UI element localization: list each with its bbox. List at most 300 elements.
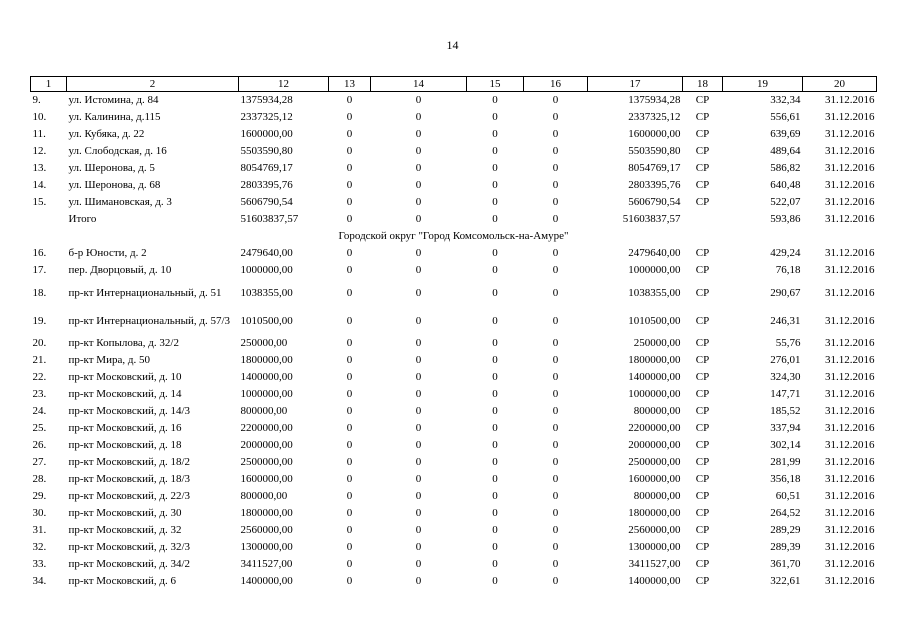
cell-col-14: 0: [415, 439, 422, 451]
cell-col-16: 0: [552, 558, 559, 570]
cell-col-17: 2337325,12: [628, 111, 681, 123]
data-table: [30, 76, 877, 590]
table-row: [31, 539, 877, 556]
cell-col-20: 31.12.2016: [825, 473, 875, 485]
cell-col-12: 8054769,17: [240, 162, 293, 174]
row-number: 24.: [32, 405, 47, 417]
table-row: [31, 505, 877, 522]
cell-col-18: СР: [695, 264, 710, 276]
cell-col-14: 0: [415, 145, 422, 157]
cell-col-16: 0: [552, 145, 559, 157]
cell-col-15: 0: [492, 541, 498, 553]
header-row: [31, 77, 877, 92]
cell-col-17: 1375934,28: [628, 94, 681, 106]
cell-col-16: 0: [552, 247, 559, 259]
page-number: 14: [446, 38, 459, 52]
row-number: 22.: [32, 371, 47, 383]
cell-col-13: 0: [346, 575, 353, 587]
cell-col-13: 0: [346, 456, 353, 468]
cell-col-15: 0: [492, 456, 498, 468]
row-number: 27.: [32, 456, 47, 468]
cell-col-19: 324,30: [770, 371, 801, 383]
cell-col-18: СР: [695, 247, 710, 259]
section-row: [31, 228, 877, 245]
row-number: 23.: [32, 388, 47, 400]
row-number: 21.: [32, 354, 47, 366]
cell-col-13: 0: [346, 422, 353, 434]
cell-col-16: 0: [552, 473, 559, 485]
cell-col-19: 276,01: [770, 354, 801, 366]
cell-col-20: 31.12.2016: [825, 94, 875, 106]
cell-col-18: СР: [695, 128, 710, 140]
cell-col-12: 1300000,00: [240, 541, 293, 553]
cell-col-12: 5606790,54: [240, 196, 293, 208]
cell-col-13: 0: [346, 162, 353, 174]
cell-col-17: 2803395,76: [628, 179, 681, 191]
address-cell: пр-кт Московский, д. 18/3: [68, 473, 191, 485]
cell-col-15: 0: [492, 422, 498, 434]
cell-col-13: 0: [346, 558, 353, 570]
cell-col-13: 0: [346, 286, 353, 299]
cell-col-14: 0: [415, 213, 422, 225]
table-body: [31, 92, 877, 591]
cell-col-12: 1000000,00: [240, 264, 293, 276]
cell-col-17: 8054769,17: [628, 162, 681, 174]
cell-col-13: 0: [346, 94, 353, 106]
table-row: [31, 556, 877, 573]
cell-col-12: 1800000,00: [240, 507, 293, 519]
cell-col-13: 0: [346, 145, 353, 157]
address-cell: пр-кт Московский, д. 10: [68, 371, 182, 383]
cell-col-17: 2560000,00: [628, 524, 681, 536]
cell-col-18: СР: [695, 456, 710, 468]
row-number: 33.: [32, 558, 47, 570]
cell-col-16: 0: [552, 388, 559, 400]
cell-col-16: 0: [552, 94, 559, 106]
cell-col-12: 1375934,28: [240, 94, 293, 106]
cell-col-15: 0: [492, 162, 498, 174]
cell-col-13: 0: [346, 179, 353, 191]
cell-col-19: 289,29: [770, 524, 801, 536]
cell-col-19: 264,52: [770, 507, 801, 519]
cell-col-15: 0: [492, 337, 498, 349]
address-cell: ул. Шеронова, д. 5: [68, 162, 155, 174]
row-number: 17.: [32, 264, 47, 276]
cell-col-19: 640,48: [770, 179, 801, 191]
cell-col-16: 0: [552, 337, 559, 349]
cell-col-20: 31.12.2016: [825, 422, 875, 434]
table-row: [31, 386, 877, 403]
cell-col-18: СР: [695, 575, 710, 587]
address-cell: пр-кт Московский, д. 6: [68, 575, 176, 587]
cell-col-18: СР: [695, 422, 710, 434]
cell-col-12: 2500000,00: [240, 456, 293, 468]
cell-col-15: 0: [492, 179, 498, 191]
cell-col-20: 31.12.2016: [825, 405, 875, 417]
cell-col-15: 0: [492, 213, 498, 225]
table-row: [31, 454, 877, 471]
cell-col-15: 0: [492, 145, 498, 157]
column-header: 18: [683, 77, 723, 92]
cell-col-20: 31.12.2016: [825, 558, 875, 570]
address-cell: ул. Кубяка, д. 22: [68, 128, 145, 140]
table-row: [31, 420, 877, 437]
cell-col-15: 0: [492, 507, 498, 519]
cell-col-20: 31.12.2016: [825, 388, 875, 400]
cell-col-13: 0: [346, 247, 353, 259]
row-number: 19.: [32, 314, 47, 327]
cell-col-15: 0: [492, 439, 498, 451]
address-cell: ул. Шимановская, д. 3: [68, 196, 172, 208]
cell-col-17: 1300000,00: [628, 541, 681, 553]
cell-col-19: 361,70: [770, 558, 801, 570]
cell-col-19: 429,24: [770, 247, 801, 259]
table-row: [31, 177, 877, 194]
cell-col-19: 185,52: [770, 405, 801, 417]
row-number: 31.: [32, 524, 47, 536]
cell-col-16: 0: [552, 314, 559, 327]
address-cell: ул. Калинина, д.115: [68, 111, 161, 123]
cell-col-12: 800000,00: [240, 490, 288, 502]
row-number: 34.: [32, 575, 47, 587]
cell-col-12: 2560000,00: [240, 524, 293, 536]
address-cell: Итого: [68, 213, 97, 225]
row-number: 20.: [32, 337, 47, 349]
row-number: 10.: [32, 111, 47, 123]
cell-col-12: 3411527,00: [240, 558, 293, 570]
row-number: 15.: [32, 196, 47, 208]
cell-col-12: 2479640,00: [240, 247, 293, 259]
cell-col-18: СР: [695, 196, 710, 208]
cell-col-18: СР: [695, 314, 710, 327]
address-cell: пр-кт Московский, д. 18/2: [68, 456, 191, 468]
cell-col-14: 0: [415, 162, 422, 174]
column-header: 14: [371, 77, 467, 92]
cell-col-17: 1800000,00: [628, 354, 681, 366]
cell-col-15: 0: [492, 111, 498, 123]
cell-col-16: 0: [552, 162, 559, 174]
cell-col-19: 639,69: [770, 128, 801, 140]
cell-col-15: 0: [492, 247, 498, 259]
cell-col-13: 0: [346, 439, 353, 451]
cell-col-14: 0: [415, 196, 422, 208]
cell-col-13: 0: [346, 371, 353, 383]
cell-col-16: 0: [552, 196, 559, 208]
cell-col-19: 337,94: [770, 422, 801, 434]
address-cell: пр-кт Московский, д. 14: [68, 388, 182, 400]
row-number: 29.: [32, 490, 47, 502]
cell-col-16: 0: [552, 128, 559, 140]
cell-col-17: 5606790,54: [628, 196, 681, 208]
cell-col-16: 0: [552, 286, 559, 299]
table-row: [31, 352, 877, 369]
cell-col-12: 1600000,00: [240, 128, 293, 140]
cell-col-15: 0: [492, 371, 498, 383]
cell-col-20: 31.12.2016: [825, 490, 875, 502]
address-cell: пр-кт Интернациональный, д. 51: [68, 286, 222, 299]
cell-col-18: СР: [695, 286, 710, 299]
table-row: [31, 403, 877, 420]
cell-col-14: 0: [415, 286, 422, 299]
cell-col-14: 0: [415, 558, 422, 570]
row-number: 11.: [32, 128, 46, 140]
cell-col-12: 2337325,12: [240, 111, 293, 123]
cell-col-15: 0: [492, 405, 498, 417]
cell-col-13: 0: [346, 507, 353, 519]
cell-col-15: 0: [492, 575, 498, 587]
table-row: [31, 488, 877, 505]
cell-col-18: СР: [695, 111, 710, 123]
cell-col-16: 0: [552, 354, 559, 366]
cell-col-13: 0: [346, 405, 353, 417]
table-row: [31, 335, 877, 352]
address-cell: б-р Юности, д. 2: [68, 247, 147, 259]
address-cell: пр-кт Московский, д. 34/2: [68, 558, 191, 570]
column-header: 20: [803, 77, 877, 92]
column-header: 15: [467, 77, 524, 92]
column-header: 1: [31, 77, 67, 92]
cell-col-16: 0: [552, 179, 559, 191]
cell-col-20: 31.12.2016: [825, 371, 875, 383]
cell-col-15: 0: [492, 314, 498, 327]
cell-col-13: 0: [346, 264, 353, 276]
cell-col-17: 5503590,80: [628, 145, 681, 157]
cell-col-20: 31.12.2016: [825, 354, 875, 366]
cell-col-12: 1000000,00: [240, 388, 293, 400]
cell-col-15: 0: [492, 196, 498, 208]
cell-col-13: 0: [346, 213, 353, 225]
table-row: [31, 437, 877, 454]
cell-col-17: 1400000,00: [628, 371, 681, 383]
cell-col-14: 0: [415, 111, 422, 123]
address-cell: пр-кт Московский, д. 32/3: [68, 541, 191, 553]
cell-col-12: 1800000,00: [240, 354, 293, 366]
cell-col-18: СР: [695, 388, 710, 400]
row-number: 14.: [32, 179, 47, 191]
column-header: 19: [723, 77, 803, 92]
cell-col-17: 1000000,00: [628, 388, 681, 400]
cell-col-15: 0: [492, 264, 498, 276]
cell-col-14: 0: [415, 264, 422, 276]
cell-col-16: 0: [552, 490, 559, 502]
cell-col-19: 60,51: [775, 490, 801, 502]
cell-col-17: 1000000,00: [628, 264, 681, 276]
address-cell: пр-кт Московский, д. 14/3: [68, 405, 191, 417]
cell-col-17: 1800000,00: [628, 507, 681, 519]
table-row: [31, 143, 877, 160]
row-number: 30.: [32, 507, 47, 519]
cell-col-18: СР: [695, 405, 710, 417]
column-header: 2: [67, 77, 239, 92]
table-row: [31, 471, 877, 488]
cell-col-15: 0: [492, 558, 498, 570]
cell-col-18: СР: [695, 473, 710, 485]
section-title: Городской округ "Город Комсомольск-на-Амуре": [338, 230, 569, 242]
cell-col-13: 0: [346, 524, 353, 536]
table-row: [31, 307, 877, 335]
cell-col-18: СР: [695, 371, 710, 383]
cell-col-18: СР: [695, 145, 710, 157]
row-number: 16.: [32, 247, 47, 259]
cell-col-13: 0: [346, 388, 353, 400]
cell-col-19: 593,86: [770, 213, 801, 225]
cell-col-19: 55,76: [775, 337, 801, 349]
cell-col-17: 2479640,00: [628, 247, 681, 259]
row-number: [31, 211, 67, 228]
cell-col-20: 31.12.2016: [825, 196, 875, 208]
cell-col-19: 290,67: [770, 286, 801, 299]
cell-col-19: 489,64: [770, 145, 801, 157]
cell-col-20: 31.12.2016: [825, 111, 875, 123]
cell-col-17: 51603837,57: [622, 213, 681, 225]
cell-col-17: 1400000,00: [628, 575, 681, 587]
table-row: [31, 279, 877, 307]
table-row: [31, 160, 877, 177]
cell-col-17: 1010500,00: [628, 314, 681, 327]
cell-col-16: 0: [552, 213, 559, 225]
cell-col-13: 0: [346, 473, 353, 485]
cell-col-16: 0: [552, 439, 559, 451]
cell-col-19: 322,61: [770, 575, 801, 587]
cell-col-14: 0: [415, 337, 422, 349]
cell-col-18: СР: [695, 524, 710, 536]
table-row: [31, 194, 877, 211]
cell-col-15: 0: [492, 354, 498, 366]
cell-col-20: 31.12.2016: [825, 128, 875, 140]
cell-col-16: 0: [552, 524, 559, 536]
cell-col-18: СР: [695, 439, 710, 451]
table-row: [31, 126, 877, 143]
cell-col-20: 31.12.2016: [825, 314, 875, 327]
cell-col-20: 31.12.2016: [825, 145, 875, 157]
cell-col-13: 0: [346, 541, 353, 553]
table-row: [31, 573, 877, 590]
cell-col-12: 800000,00: [240, 405, 288, 417]
cell-col-17: 2000000,00: [628, 439, 681, 451]
cell-col-12: 1400000,00: [240, 371, 293, 383]
cell-col-12: 51603837,57: [240, 213, 299, 225]
cell-col-16: 0: [552, 507, 559, 519]
cell-col-14: 0: [415, 490, 422, 502]
cell-col-13: 0: [346, 196, 353, 208]
address-cell: пер. Дворцовый, д. 10: [68, 264, 172, 276]
cell-col-20: 31.12.2016: [825, 179, 875, 191]
cell-col-15: 0: [492, 473, 498, 485]
address-cell: пр-кт Мира, д. 50: [68, 354, 150, 366]
cell-col-15: 0: [492, 524, 498, 536]
cell-col-20: 31.12.2016: [825, 524, 875, 536]
cell-col-18: СР: [695, 490, 710, 502]
cell-col-17: 1038355,00: [628, 286, 681, 299]
cell-col-20: 31.12.2016: [825, 575, 875, 587]
cell-col-16: 0: [552, 541, 559, 553]
cell-col-17: 800000,00: [633, 490, 681, 502]
cell-col-18: [683, 211, 723, 228]
row-number: 12.: [32, 145, 47, 157]
cell-col-15: 0: [492, 388, 498, 400]
cell-col-12: 2803395,76: [240, 179, 293, 191]
cell-col-12: 1600000,00: [240, 473, 293, 485]
cell-col-15: 0: [492, 286, 498, 299]
row-number: 9.: [32, 94, 41, 106]
cell-col-17: 800000,00: [633, 405, 681, 417]
cell-col-19: 556,61: [770, 111, 801, 123]
cell-col-14: 0: [415, 524, 422, 536]
row-number: 18.: [32, 286, 47, 299]
cell-col-13: 0: [346, 490, 353, 502]
cell-col-20: 31.12.2016: [825, 439, 875, 451]
cell-col-12: 1010500,00: [240, 314, 293, 327]
cell-col-14: 0: [415, 247, 422, 259]
table-row: [31, 92, 877, 110]
cell-col-14: 0: [415, 388, 422, 400]
cell-col-14: 0: [415, 354, 422, 366]
cell-col-19: 246,31: [770, 314, 801, 327]
cell-col-20: 31.12.2016: [825, 264, 875, 276]
address-cell: пр-кт Московский, д. 30: [68, 507, 182, 519]
column-header: 17: [588, 77, 683, 92]
cell-col-12: 2000000,00: [240, 439, 293, 451]
cell-col-15: 0: [492, 94, 498, 106]
cell-col-19: 76,18: [775, 264, 801, 276]
cell-col-16: 0: [552, 422, 559, 434]
cell-col-18: СР: [695, 558, 710, 570]
cell-col-18: СР: [695, 94, 710, 106]
cell-col-20: 31.12.2016: [825, 162, 875, 174]
cell-col-14: 0: [415, 422, 422, 434]
cell-col-19: 332,34: [770, 94, 801, 106]
cell-col-18: СР: [695, 179, 710, 191]
cell-col-14: 0: [415, 128, 422, 140]
cell-col-16: 0: [552, 575, 559, 587]
table-row: [31, 211, 877, 228]
cell-col-18: СР: [695, 507, 710, 519]
cell-col-13: 0: [346, 128, 353, 140]
cell-col-17: 2200000,00: [628, 422, 681, 434]
cell-col-14: 0: [415, 405, 422, 417]
cell-col-15: 0: [492, 128, 498, 140]
cell-col-18: СР: [695, 354, 710, 366]
row-number: 25.: [32, 422, 47, 434]
cell-col-17: 3411527,00: [628, 558, 681, 570]
cell-col-14: 0: [415, 541, 422, 553]
cell-col-17: 2500000,00: [628, 456, 681, 468]
cell-col-16: 0: [552, 405, 559, 417]
cell-col-16: 0: [552, 264, 559, 276]
address-cell: пр-кт Московский, д. 16: [68, 422, 182, 434]
cell-col-14: 0: [415, 473, 422, 485]
cell-col-12: 1038355,00: [240, 286, 293, 299]
cell-col-14: 0: [415, 179, 422, 191]
cell-col-14: 0: [415, 456, 422, 468]
cell-col-13: 0: [346, 314, 353, 327]
cell-col-16: 0: [552, 456, 559, 468]
cell-col-16: 0: [552, 371, 559, 383]
cell-col-20: 31.12.2016: [825, 337, 875, 349]
cell-col-20: 31.12.2016: [825, 247, 875, 259]
address-cell: пр-кт Московский, д. 32: [68, 524, 182, 536]
column-header: 13: [329, 77, 371, 92]
cell-col-20: 31.12.2016: [825, 456, 875, 468]
cell-col-17: 250000,00: [633, 337, 681, 349]
cell-col-20: 31.12.2016: [825, 213, 875, 225]
cell-col-18: СР: [695, 337, 710, 349]
cell-col-14: 0: [415, 314, 422, 327]
cell-col-16: 0: [552, 111, 559, 123]
cell-col-12: 5503590,80: [240, 145, 293, 157]
cell-col-13: 0: [346, 354, 353, 366]
cell-col-15: 0: [492, 490, 498, 502]
